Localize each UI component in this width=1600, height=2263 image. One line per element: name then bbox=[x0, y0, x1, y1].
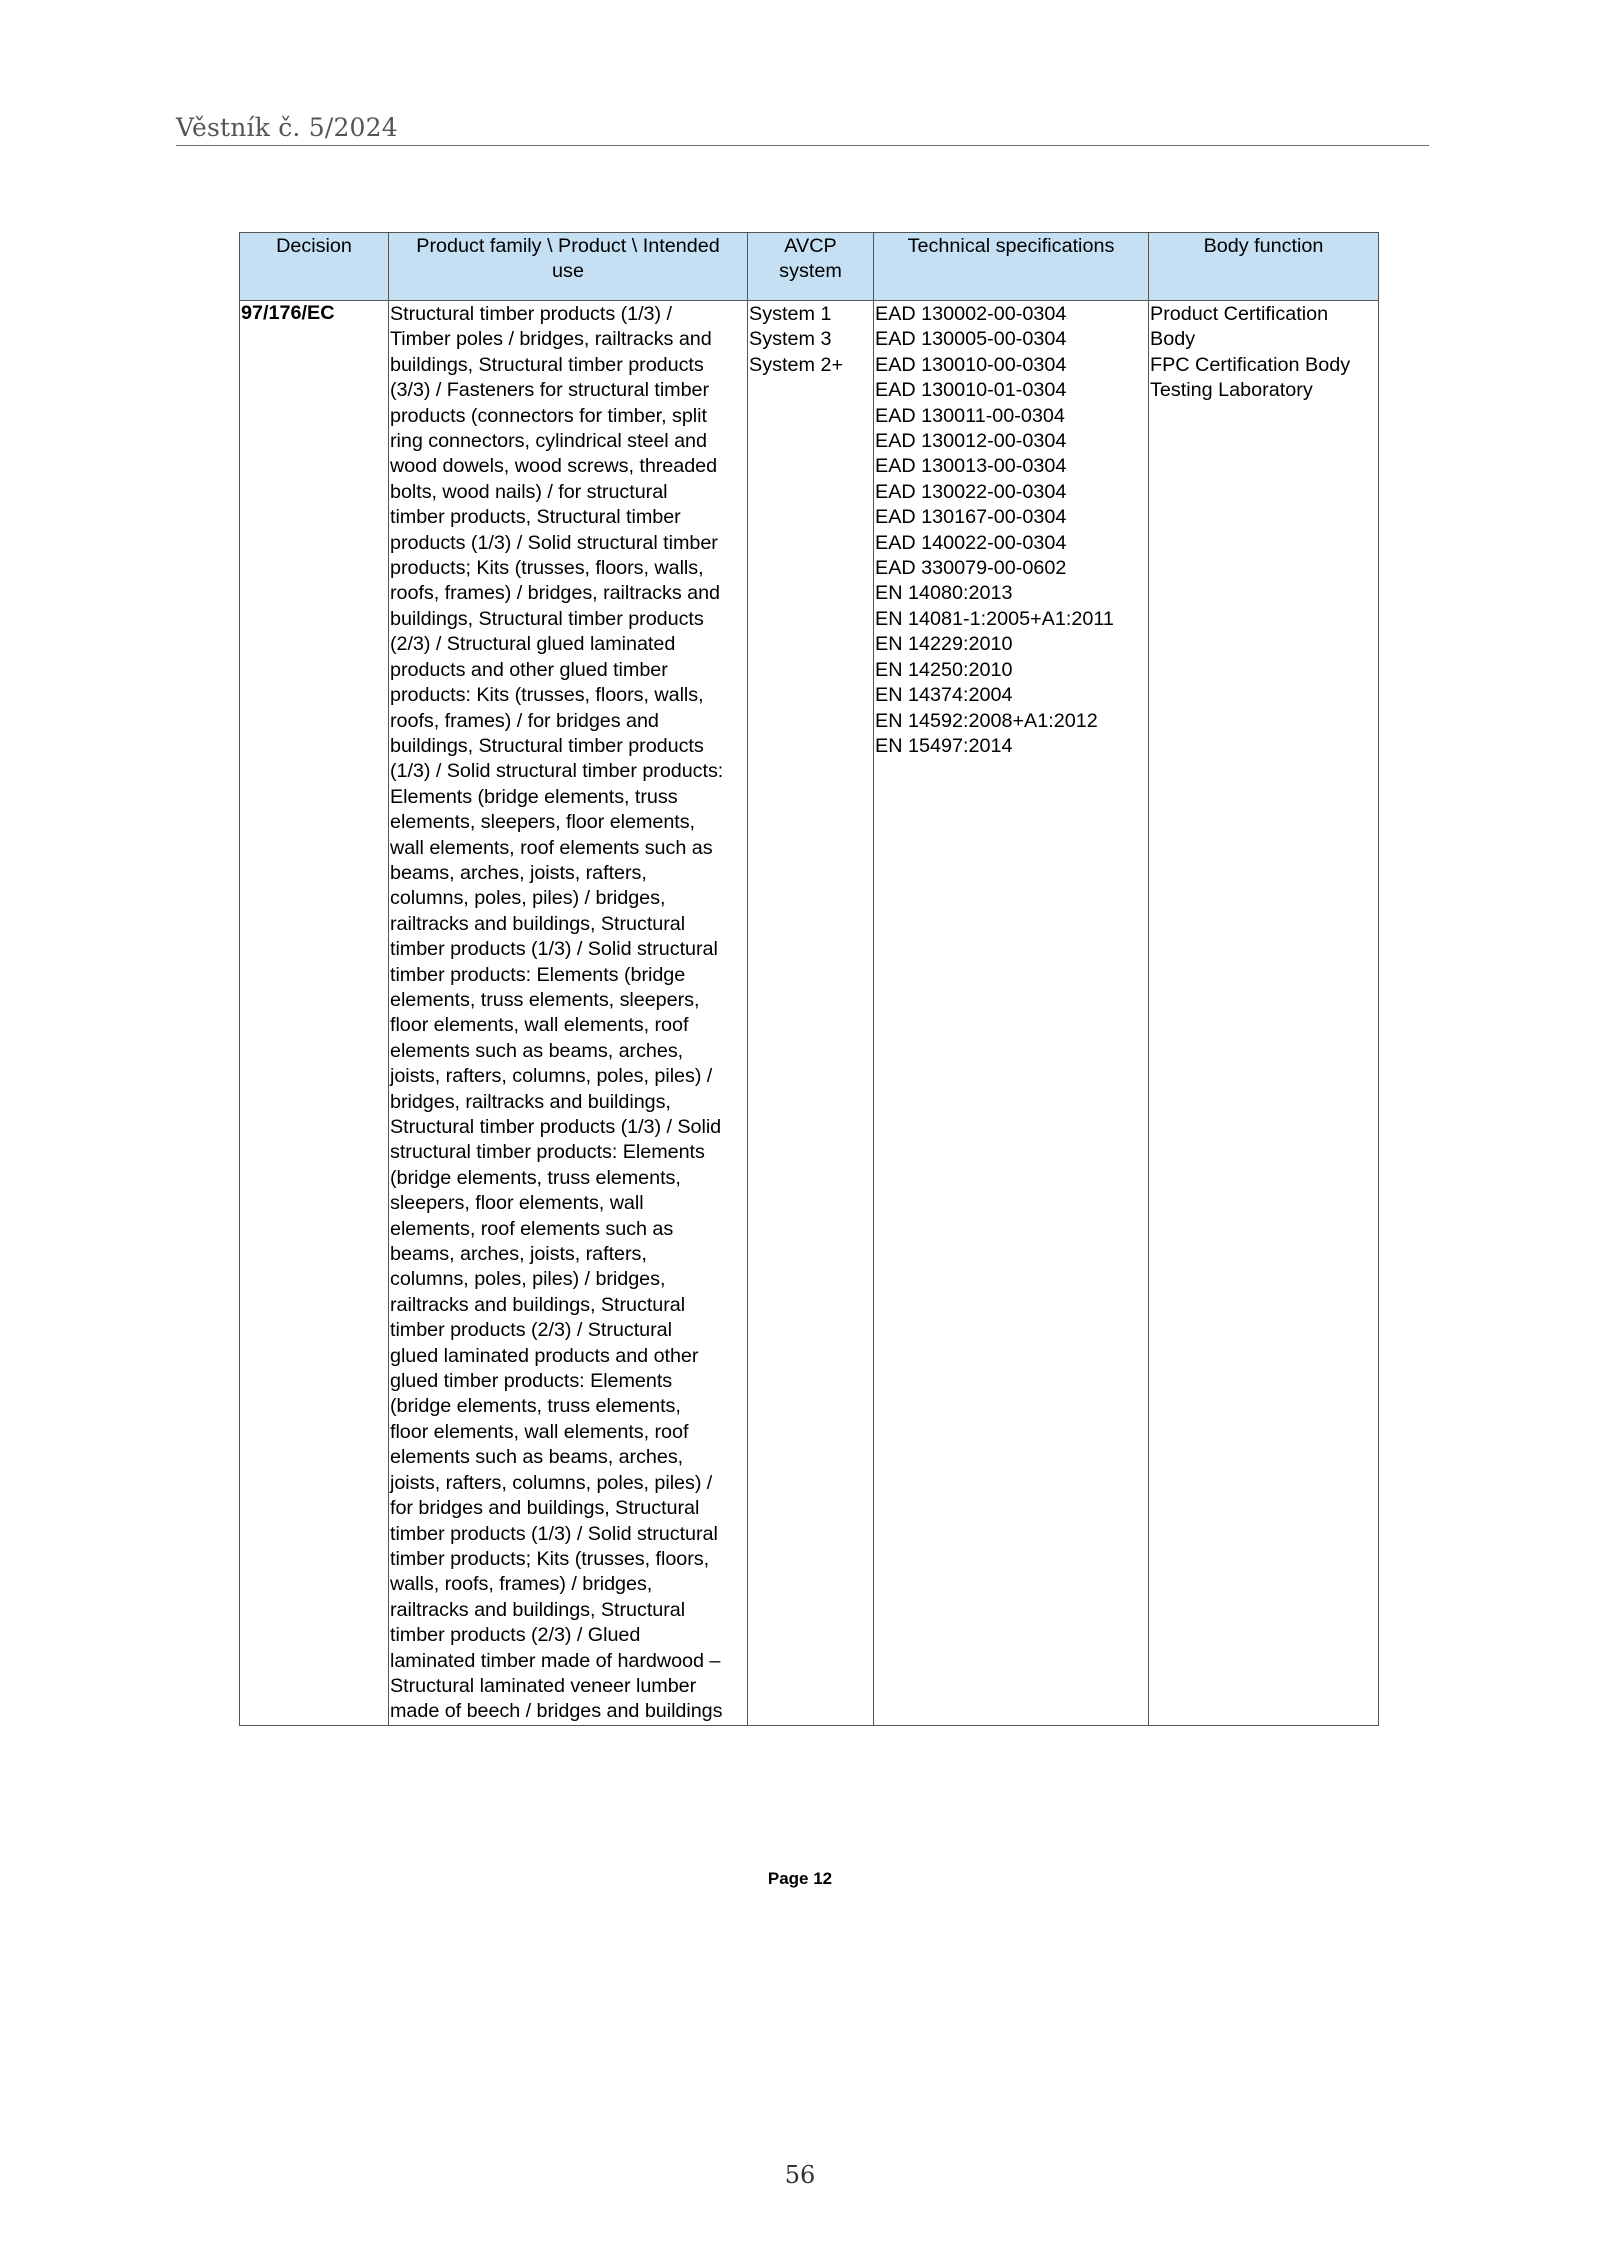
technical-specification-line: EN 14250:2010 bbox=[875, 658, 1013, 681]
technical-specification-line: EN 14592:2008+A1:2012 bbox=[875, 709, 1098, 732]
product-line: glued timber products: Elements bbox=[390, 1370, 673, 1393]
avcp-system-line: System 3 bbox=[749, 328, 832, 351]
header-avcp-system: AVCP system bbox=[748, 233, 874, 301]
product-line: laminated timber made of hardwood – bbox=[390, 1649, 721, 1672]
product-line: buildings, Structural timber products bbox=[390, 607, 704, 630]
body-function-line: Testing Laboratory bbox=[1150, 379, 1313, 402]
product-line: products (connectors for timber, split bbox=[390, 404, 707, 427]
header-body-function: Body function bbox=[1149, 233, 1379, 301]
product-line: wall elements, roof elements such as bbox=[390, 836, 713, 859]
product-line: elements such as beams, arches, bbox=[390, 1039, 684, 1062]
avcp-system-cell bbox=[748, 301, 874, 1726]
product-line: buildings, Structural timber products bbox=[390, 353, 704, 376]
product-line: Structural timber products (1/3) / bbox=[390, 303, 672, 325]
journal-page-number: 56 bbox=[784, 2161, 816, 2189]
technical-specification-line: EN 15497:2014 bbox=[875, 734, 1013, 757]
document-page-label: Page 12 bbox=[767, 1869, 833, 1888]
product-line: bridges, railtracks and buildings, bbox=[390, 1090, 671, 1113]
product-line: timber products: Elements (bridge bbox=[390, 963, 686, 986]
technical-specification-line: EN 14081-1:2005+A1:2011 bbox=[875, 607, 1114, 630]
product-line: timber products (1/3) / Solid structural bbox=[390, 938, 718, 961]
product-line: railtracks and buildings, Structural bbox=[390, 1293, 686, 1316]
body-function-line: FPC Certification Body bbox=[1150, 353, 1351, 376]
product-family-cell bbox=[389, 301, 748, 1726]
product-line: wood dowels, wood screws, threaded bbox=[390, 455, 718, 478]
product-line: elements, sleepers, floor elements, bbox=[390, 811, 696, 834]
product-line: glued laminated products and other bbox=[390, 1344, 699, 1367]
product-line: columns, poles, piles) / bridges, bbox=[390, 887, 666, 910]
product-line: sleepers, floor elements, wall bbox=[390, 1192, 644, 1215]
product-line: walls, roofs, frames) / bridges, bbox=[390, 1573, 653, 1596]
technical-specifications-cell bbox=[874, 301, 1149, 1726]
decision-table bbox=[239, 232, 1379, 1726]
product-line: (3/3) / Fasteners for structural timber bbox=[390, 379, 710, 402]
product-line: timber products (1/3) / Solid structural bbox=[390, 1522, 718, 1545]
table-row bbox=[240, 301, 1379, 1726]
header-row bbox=[240, 233, 1379, 301]
running-header: Věstník č. 5/2024 bbox=[176, 113, 398, 142]
technical-specification-line: EAD 130005-00-0304 bbox=[875, 328, 1067, 351]
technical-specification-line: EAD 140022-00-0304 bbox=[875, 531, 1067, 554]
decision-cell: 97/176/EC bbox=[240, 301, 389, 1726]
header-decision: Decision bbox=[240, 233, 389, 301]
product-line: (bridge elements, truss elements, bbox=[390, 1166, 681, 1189]
product-line: beams, arches, joists, rafters, bbox=[390, 1243, 647, 1266]
product-line: products: Kits (trusses, floors, walls, bbox=[390, 684, 704, 707]
product-line: elements, roof elements such as bbox=[390, 1217, 674, 1240]
technical-specification-line: EAD 130167-00-0304 bbox=[875, 506, 1067, 529]
product-line: timber products (2/3) / Glued bbox=[390, 1624, 641, 1647]
product-line: columns, poles, piles) / bridges, bbox=[390, 1268, 666, 1291]
product-line: roofs, frames) / for bridges and bbox=[390, 709, 659, 732]
technical-specification-line: EAD 130011-00-0304 bbox=[875, 404, 1065, 427]
product-line: timber products (2/3) / Structural bbox=[390, 1319, 672, 1342]
product-line: floor elements, wall elements, roof bbox=[390, 1420, 689, 1443]
product-line: for bridges and buildings, Structural bbox=[390, 1497, 700, 1520]
technical-specification-line: EN 14229:2010 bbox=[875, 633, 1013, 656]
product-line: joists, rafters, columns, poles, piles) / bbox=[390, 1065, 713, 1088]
product-line: Timber poles / bridges, railtracks and bbox=[390, 328, 712, 351]
product-line: buildings, Structural timber products bbox=[390, 734, 704, 757]
header-rule bbox=[176, 145, 1429, 146]
header-product-family: Product family \ Product \ Intended use bbox=[389, 233, 748, 301]
product-line: (bridge elements, truss elements, bbox=[390, 1395, 681, 1418]
technical-specification-line: EAD 130013-00-0304 bbox=[875, 455, 1067, 478]
avcp-system-line: System 2+ bbox=[749, 353, 843, 376]
product-line: (1/3) / Solid structural timber products: bbox=[390, 760, 724, 783]
technical-specification-line: EAD 130012-00-0304 bbox=[875, 430, 1067, 453]
product-line: elements such as beams, arches, bbox=[390, 1446, 684, 1469]
product-line: products and other glued timber bbox=[390, 658, 668, 681]
technical-specification-line: EAD 130010-01-0304 bbox=[875, 379, 1067, 402]
table-header bbox=[240, 233, 1379, 301]
product-line: roofs, frames) / bridges, railtracks and bbox=[390, 582, 721, 605]
product-line: ring connectors, cylindrical steel and bbox=[390, 430, 707, 453]
product-line: made of beech / bridges and buildings bbox=[390, 1700, 723, 1723]
product-line: Structural timber products (1/3) / Solid bbox=[390, 1116, 722, 1138]
product-line: elements, truss elements, sleepers, bbox=[390, 988, 700, 1011]
product-line: floor elements, wall elements, roof bbox=[390, 1014, 689, 1037]
product-line: railtracks and buildings, Structural bbox=[390, 1598, 686, 1621]
product-line: structural timber products: Elements bbox=[390, 1141, 705, 1164]
technical-specification-line: EN 14080:2013 bbox=[875, 582, 1013, 605]
body-function-line: Product Certification bbox=[1150, 303, 1329, 325]
technical-specification-line: EAD 330079-00-0602 bbox=[875, 557, 1067, 580]
technical-specification-line: EAD 130010-00-0304 bbox=[875, 353, 1067, 376]
product-line: products (1/3) / Solid structural timber bbox=[390, 531, 718, 554]
body-function-cell bbox=[1149, 301, 1379, 1726]
body-function-line: Body bbox=[1150, 328, 1196, 351]
product-line: beams, arches, joists, rafters, bbox=[390, 861, 647, 884]
product-line: timber products, Structural timber bbox=[390, 506, 681, 529]
technical-specification-line: EN 14374:2004 bbox=[875, 684, 1013, 707]
product-line: bolts, wood nails) / for structural bbox=[390, 480, 668, 503]
product-line: railtracks and buildings, Structural bbox=[390, 912, 686, 935]
technical-specification-line: EAD 130022-00-0304 bbox=[875, 480, 1067, 503]
product-line: joists, rafters, columns, poles, piles) / bbox=[390, 1471, 713, 1494]
product-line: Structural laminated veneer lumber bbox=[390, 1674, 697, 1697]
avcp-system-line: System 1 bbox=[749, 303, 832, 325]
product-line: Elements (bridge elements, truss bbox=[390, 785, 678, 808]
technical-specification-line: EAD 130002-00-0304 bbox=[875, 303, 1067, 325]
product-line: timber products; Kits (trusses, floors, bbox=[390, 1547, 710, 1570]
header-technical-specifications: Technical specifications bbox=[874, 233, 1149, 301]
product-line: products; Kits (trusses, floors, walls, bbox=[390, 557, 704, 580]
product-line: (2/3) / Structural glued laminated bbox=[390, 633, 676, 656]
